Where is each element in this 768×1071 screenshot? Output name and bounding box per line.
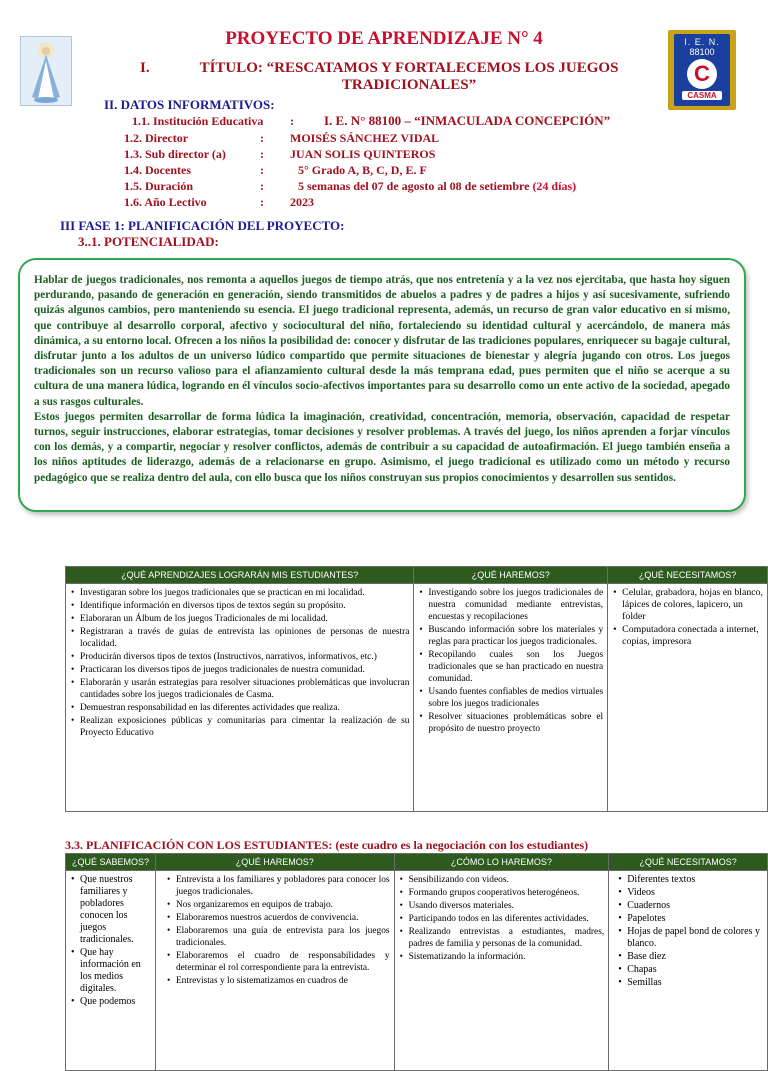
list-item: • Usando diversos materiales. [409, 900, 605, 912]
aprendizajes-table [65, 566, 768, 812]
list-item: • Identifique información en diversos tipos de textos según su propósito. [80, 600, 409, 612]
info-colon: : [290, 114, 294, 128]
info-row-director [124, 131, 724, 147]
table-header: ¿QUÉ NECESITAMOS? [608, 567, 768, 584]
planificacion-estudiantes-heading: 3.3. PLANIFICACIÓN CON LOS ESTUDIANTES: (este cuadro es la negociación con los estudiantes) [65, 838, 589, 852]
list-item: • Recopilando cuales son los Juegos tradicionales que se han practicado en nuestra comunidad. [428, 649, 603, 685]
table-header: ¿CÓMO LO HAREMOS? [394, 854, 609, 871]
table-header: ¿QUÉ HAREMOS? [155, 854, 394, 871]
potencialidad-paragraph-1: Hablar de juegos tradicionales, nos remonta a aquellos juegos de tiempo atrás, que nos entretenía y a la vez nos ejercitaba, que hasta hoy siguen perdurando, pasando de generación en generación, siendo transmitidos de abuelos a padres y de padres a hijos y así sucesivamente, sufriendo quizás algunos cambios, pero manteniendo su esencia. El juego tradicional representa, además, un recurso de gran valor educativo en sí mismo, que contribuye al desarrollo corporal, afectivo y sociocultural del niño, fortaleciendo su identidad cultural y acercándolo, de manera más dinámica, a su entorno local. Ofrecen a los niños la posibilidad de: conocer y disfrutar de las tradiciones populares, enriquecer su bagaje cultural, disfrutar junto a los adultos de un universo lúdico compartido que permite situaciones de bienestar y alegría jugando con otros. Los juegos tradicionales son un recurso valioso para el afianzamiento cultural desde la más temprana edad, pues permiten que el niño se acerque a su cultura de una manera lúdica, logrando en él vínculos socio-afectivos importantes para su desarrollo como un ente activo de la sociedad, apegado a sus rasgos culturales. [34, 274, 730, 408]
list-item: • Que hay información en los medios digitales. [80, 947, 151, 995]
list-item: • Elaboraremos una guía de entrevista para los juegos tradicionales. [176, 925, 390, 949]
info-value: 5° Grado A, B, C, D, E. F [298, 163, 427, 177]
logo-line2: 88100 [689, 47, 715, 57]
info-label: 1.3. Sub director (a) [124, 147, 226, 161]
list-item: • Que podemos [80, 996, 151, 1008]
info-colon: : [260, 131, 264, 145]
list-item: • Realizan exposiciones públicas y comunitarias para cimentar la realización de su Proyecto Educativo [80, 715, 409, 739]
info-label: 1.2. Director [124, 131, 189, 145]
list-item: • Chapas [627, 964, 763, 976]
info-label: 1.5. Duración [124, 179, 193, 193]
logo-line3: CASMA [682, 91, 722, 100]
table-header: ¿QUÉ APRENDIZAJES LOGRARÁN MIS ESTUDIANTES? [66, 567, 414, 584]
info-value: 5 semanas del 07 de agosto al 08 de setiembre [298, 179, 533, 193]
info-label: 1.1. Institución Educativa [132, 114, 264, 128]
info-colon: : [260, 163, 264, 177]
list-item: • Celular, grabadora, hojas en blanco, lápices de colores, lapicero, un folder [622, 587, 763, 623]
list-item: • Hojas de papel bond de colores y blanco. [627, 926, 763, 950]
potencialidad-box [18, 258, 746, 512]
info-label: 1.4. Docentes [124, 163, 191, 177]
info-row-anio [124, 195, 724, 211]
aprendizajes-cell [66, 584, 414, 812]
info-row-docentes [124, 163, 724, 179]
list-item: • Entrevistas y lo sistematizamos en cuadros de [176, 975, 390, 987]
list-item: • Investigaran sobre los juegos tradicionales que se practican en mi localidad. [80, 587, 409, 599]
potencialidad-heading: 3..1. POTENCIALIDAD: [78, 234, 219, 249]
section-i-number: I. [140, 60, 150, 76]
info-row-subdirector [124, 147, 724, 163]
list-item: • Elaboraremos el cuadro de responsabilidades y determinar el rol correspondiente para la entrevista. [176, 950, 390, 974]
list-item: • Diferentes textos [627, 874, 763, 886]
list-item: • Computadora conectada a internet, copias, impresora [622, 624, 763, 648]
list-item: • Registraran a través de guías de entrevista las opiniones de personas de nuestra localidad. [80, 626, 409, 650]
list-item: • Sistematizando la información. [409, 951, 605, 963]
fase-heading: III FASE 1: PLANIFICACIÓN DEL PROYECTO: [60, 218, 345, 233]
como-haremos-cell [394, 871, 609, 1071]
list-item: • Realizando entrevistas a estudiantes, madres, padres de familia y personas de la comunidad. [409, 926, 605, 950]
logo-line1: I. E. N. [684, 37, 720, 47]
list-item: • Participando todos en las diferentes actividades. [409, 913, 605, 925]
list-item: • Resolver situaciones problemáticas sobre el propósito de nuestro proyecto [428, 711, 603, 735]
list-item: • Demuestran responsabilidad en las diferentes actividades que realiza. [80, 702, 409, 714]
info-colon: : [260, 195, 264, 209]
list-item: • Elaboraran un Álbum de los juegos Tradicionales de mi localidad. [80, 613, 409, 625]
list-item: • Que nuestros familiares y pobladores conocen los juegos tradicionales. [80, 874, 151, 946]
list-item: • Semillas [627, 977, 763, 989]
info-value: 2023 [290, 195, 314, 209]
list-item: • Sensibilizando con videos. [409, 874, 605, 886]
necesitamos-cell [608, 584, 768, 812]
list-item: • Elaborarán y usarán estrategias para resolver situaciones problemáticas que involucran cantidades sobre los juegos tradicionales de Casma. [80, 677, 409, 701]
school-shield-logo [668, 30, 736, 110]
logo-letter: C [687, 59, 717, 89]
table-header: ¿QUÉ SABEMOS? [66, 854, 156, 871]
table-header: ¿QUÉ NECESITAMOS? [609, 854, 768, 871]
list-item: • Base diez [627, 951, 763, 963]
list-item: • Papelotes [627, 913, 763, 925]
page-title: PROYECTO DE APRENDIZAJE N° 4 [225, 28, 543, 49]
list-item: • Usando fuentes confiables de medios virtuales sobre los juegos tradicionales [428, 686, 603, 710]
sabemos-cell [66, 871, 156, 1071]
datos-informativos-heading: II. DATOS INFORMATIVOS: [104, 97, 275, 112]
list-item: • Buscando información sobre los materiales y reglas para practicar los juegos tradicionales. [428, 624, 603, 648]
table-header: ¿QUÉ HAREMOS? [414, 567, 608, 584]
list-item: • Producirán diversos tipos de textos (Instructivos, narrativos, informativos, etc.) [80, 651, 409, 663]
virgin-mary-icon [21, 37, 71, 105]
list-item: • Cuadernos [627, 900, 763, 912]
info-value-days: (24 días) [532, 179, 577, 193]
school-shield-inner [674, 34, 730, 106]
info-colon: : [260, 179, 264, 193]
info-value: JUAN SOLIS QUINTEROS [290, 147, 436, 161]
list-item: • Investigando sobre los juegos tradicionales de nuestra comunidad mediante entrevistas, encuestas y recopilaciones [428, 587, 603, 623]
list-item: • Elaboraremos nuestros acuerdos de convivencia. [176, 912, 390, 924]
haremos-cell [414, 584, 608, 812]
potencialidad-paragraph-2: Estos juegos permiten desarrollar de forma lúdica la imaginación, creatividad, concentración, memoria, observación, capacidad de respetar turnos, seguir instrucciones, elaborar estrategias, tomar decisiones y resolver problemas. A través del juego, los niños aprenden a forjar vínculos con los demás, y a compartir, negociar y resolver conflictos, además de contribuir a su capacidad de autoafirmación. El juego también enseña a los niños aptitudes de liderazgo, además de a relacionarse en grupo. Asimismo, el juego tradicional es utilizado como un método y recurso pedagógico que se realiza dentro del aula, con ello busca que los niños construyan sus propios conocimientos y desarrollen sus sentidos. [34, 410, 730, 484]
list-item: • Videos [627, 887, 763, 899]
info-colon: : [260, 147, 264, 161]
info-value: MOISÉS SÁNCHEZ VIDAL [290, 131, 440, 145]
list-item: • Practicaran los diversos tipos de juegos tradicionales de nuestra comunidad. [80, 664, 409, 676]
necesitamos-cell [609, 871, 768, 1071]
virgin-mary-logo [20, 36, 72, 106]
haremos-cell [155, 871, 394, 1071]
info-label: 1.6. Año Lectivo [124, 195, 207, 209]
info-value: I. E. N° 88100 – “INMACULADA CONCEPCIÓN” [324, 113, 611, 128]
info-row-institucion [132, 114, 732, 130]
list-item: • Nos organizaremos en equipos de trabajo. [176, 899, 390, 911]
list-item: • Entrevista a los familiares y pobladores para conocer los juegos tradicionales. [176, 874, 390, 898]
planificacion-estudiantes-table [65, 853, 768, 1071]
project-title: TÍTULO: “RESCATAMOS Y FORTALECEMOS LOS JUEGOS TRADICIONALES” [199, 60, 619, 93]
info-row-duracion [124, 179, 744, 195]
list-item: • Formando grupos cooperativos heterogéneos. [409, 887, 605, 899]
